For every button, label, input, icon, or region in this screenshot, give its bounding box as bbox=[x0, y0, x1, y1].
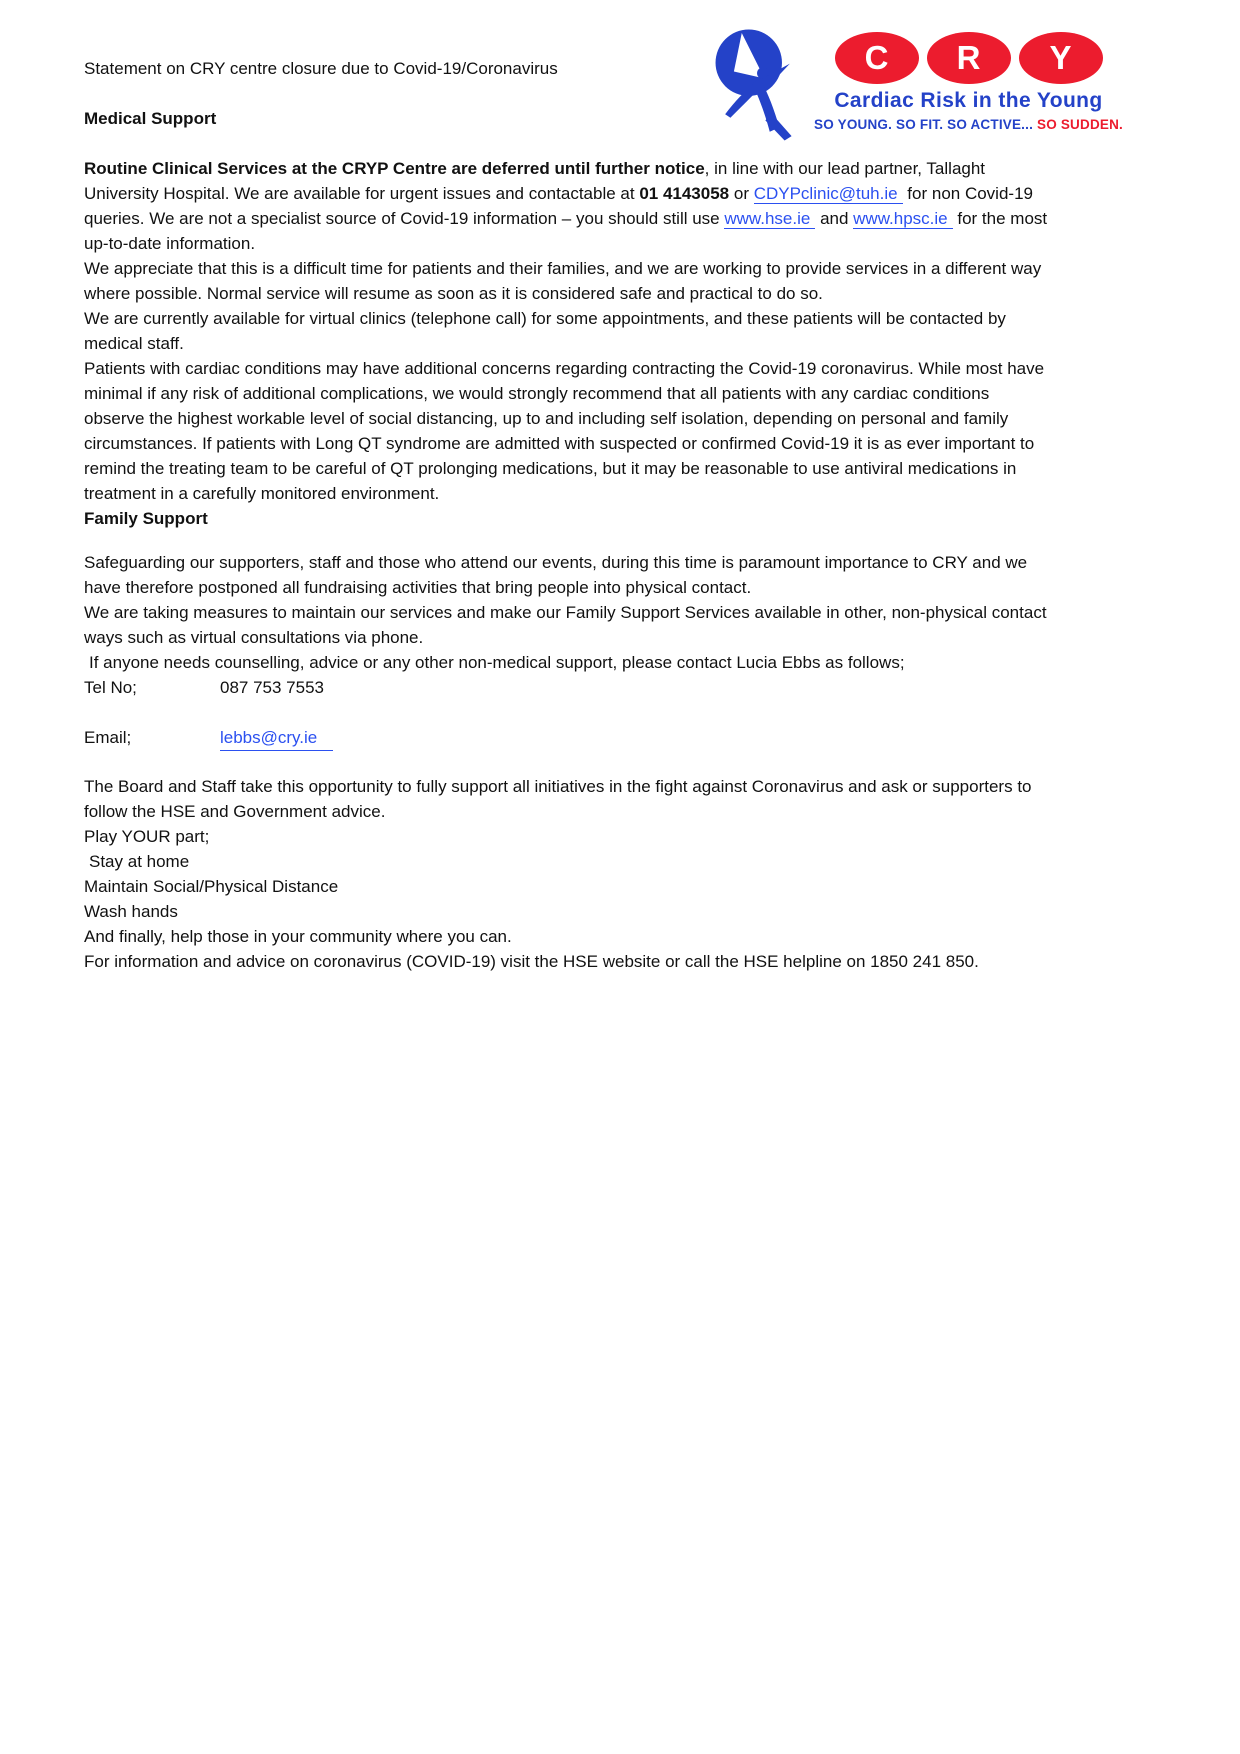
logo-tagline-blue: SO YOUNG. SO FIT. SO ACTIVE... bbox=[814, 117, 1037, 132]
play-your-part-line: Play YOUR part; bbox=[84, 827, 210, 846]
family-paragraph-1: Safeguarding our supporters, staff and those who attend our events, during this time is paramount importance to CRY and we have therefore postponed all fundraising activities that bring people into physical contact. bbox=[84, 553, 1028, 597]
logo-tagline bbox=[814, 117, 1123, 132]
telephone-row bbox=[84, 675, 1050, 700]
logo-oval-c: C bbox=[835, 32, 919, 84]
cry-dancer-icon bbox=[704, 26, 804, 144]
medical-paragraph-4: Patients with cardiac conditions may have additional concerns regarding contracting the Covid-19 coronavirus. While most have minimal if any risk of additional complications, we would strongly recommend that all patients with any cardiac conditions observe the highest workable level of social distancing, up to and including self isolation, depending on personal and family circumstances. If patients with Long QT syndrome are admitted with suspected or confirmed Covid-19 it is as ever important to remind the treating team to be careful of QT prolonging medications, but it may be reasonable to use antiviral medications in treatment in a carefully monitored environment. bbox=[84, 359, 1045, 503]
telephone-label: Tel No; bbox=[84, 678, 137, 697]
advice-item-social-distance: Maintain Social/Physical Distance bbox=[84, 877, 339, 896]
telephone-number: 087 753 7553 bbox=[220, 678, 324, 697]
medical-p1-seg6: and bbox=[815, 209, 854, 228]
email-label: Email; bbox=[84, 728, 132, 747]
family-support-heading: Family Support bbox=[84, 509, 208, 528]
family-paragraph-2: We are taking measures to maintain our services and make our Family Support Services available in other, non-physical contact ways such as virtual consultations via phone. bbox=[84, 603, 1047, 647]
urgent-phone-number: 01 4143058 bbox=[639, 184, 730, 203]
hse-helpline-footer: For information and advice on coronavirus (COVID-19) visit the HSE website or call the HSE helpline on 1850 241 850. bbox=[84, 952, 979, 971]
medical-p1-seg4: or bbox=[729, 184, 754, 203]
clinic-email-link[interactable]: CDYPclinic@tuh.ie bbox=[754, 184, 903, 204]
medical-paragraph-2: We appreciate that this is a difficult time for patients and their families, and we are working to provide services in a different way where possible. Normal service will resume as soon as it is considered safe and practical to do so. bbox=[84, 259, 1042, 303]
logo-org-name: Cardiac Risk in the Young bbox=[834, 89, 1103, 112]
lucia-ebbs-email-link[interactable]: lebbs@cry.ie bbox=[220, 725, 333, 751]
medical-support-heading: Medical Support bbox=[84, 109, 217, 128]
family-paragraph-3: If anyone needs counselling, advice or any other non-medical support, please contact Lucia Ebbs as follows; bbox=[89, 653, 905, 672]
cry-logo bbox=[704, 26, 1123, 144]
medical-paragraph-3: We are currently available for virtual clinics (telephone call) for some appointments, and these patients will be contacted by medical staff. bbox=[84, 309, 1006, 353]
board-statement-paragraph: The Board and Staff take this opportunity to fully support all initiatives in the fight against Coronavirus and ask or supporters to follow the HSE and Government advice. bbox=[84, 777, 1032, 821]
medical-paragraph-1 bbox=[84, 156, 1050, 256]
logo-oval-r: R bbox=[927, 32, 1011, 84]
medical-p1-seg2: , in line with our lead partner, Tallaght University Hospital. We are available for urgent issues and contactable at bbox=[84, 159, 986, 203]
medical-p1-seg5: for non Covid-19 queries. We are not a specialist source of Covid-19 information – you should still use bbox=[84, 184, 1033, 228]
deferred-notice-bold-text: Routine Clinical Services at the CRYP Centre are deferred until further notice bbox=[84, 159, 705, 178]
logo-tagline-red: SO SUDDEN. bbox=[1036, 117, 1123, 132]
advice-item-wash-hands: Wash hands bbox=[84, 902, 178, 921]
logo-oval-y: Y bbox=[1019, 32, 1103, 84]
document-title: Statement on CRY centre closure due to Covid-19/Coronavirus bbox=[84, 59, 558, 78]
hse-website-link[interactable]: www.hse.ie bbox=[724, 209, 815, 229]
logo-text-block bbox=[814, 26, 1123, 132]
logo-letter-ovals bbox=[835, 32, 1103, 84]
advice-item-help-community: And finally, help those in your community where you can. bbox=[84, 927, 512, 946]
advice-item-stay-home: Stay at home bbox=[89, 852, 190, 871]
medical-p1-seg7: for the most up-to-date information. bbox=[84, 209, 1048, 253]
hpsc-website-link[interactable]: www.hpsc.ie bbox=[853, 209, 952, 229]
email-row bbox=[84, 725, 1050, 751]
